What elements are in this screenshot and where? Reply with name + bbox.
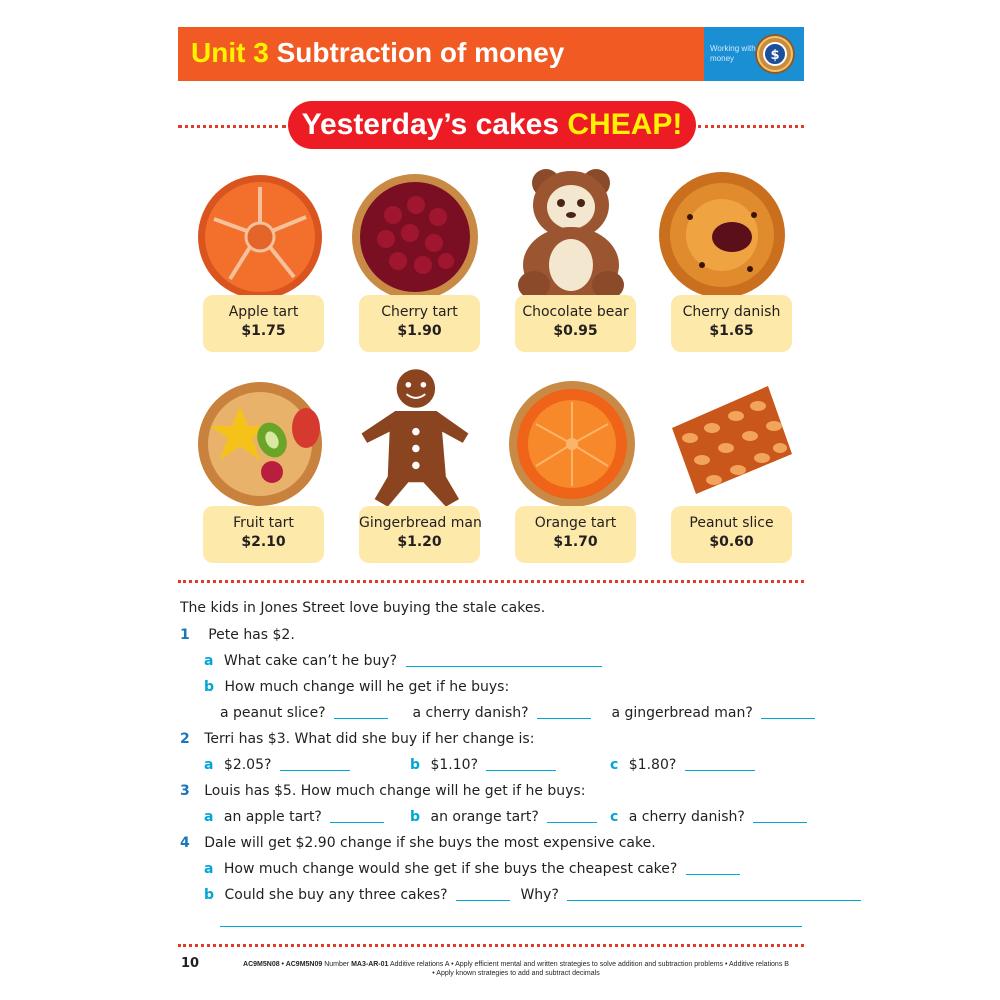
question-3b	[410, 809, 597, 825]
question-3	[180, 783, 585, 799]
question-number: 1	[180, 627, 190, 643]
answer-blank[interactable]	[330, 809, 384, 823]
answer-blank[interactable]	[220, 913, 802, 927]
cake-item	[650, 376, 802, 566]
question-letter: a	[204, 861, 214, 877]
divider-dotted	[698, 125, 804, 128]
price-tag	[203, 506, 324, 563]
question-letter: b	[204, 679, 215, 695]
question-text: How much change would she get if she buys the cheapest cake?	[223, 861, 678, 877]
divider-dotted	[178, 580, 804, 583]
answer-blank[interactable]	[567, 887, 861, 901]
option-text: an orange tart?	[430, 809, 539, 825]
question-letter: b	[410, 809, 421, 825]
answer-blank[interactable]	[537, 705, 591, 719]
cake-name: Peanut slice	[689, 515, 774, 531]
price-tag	[515, 506, 636, 563]
option-text: $1.10?	[430, 757, 478, 773]
question-4a	[204, 861, 740, 877]
cake-name: Apple tart	[228, 304, 299, 320]
question-text: Dale will get $2.90 change if she buys the most expensive cake.	[204, 835, 656, 851]
price-tag	[203, 295, 324, 352]
cake-price: $0.60	[709, 534, 754, 550]
coin-icon	[754, 33, 796, 75]
question-1b	[204, 679, 509, 695]
question-number: 2	[180, 731, 190, 747]
cake-price: $1.65	[709, 323, 754, 339]
answer-blank[interactable]	[280, 757, 350, 771]
cake-item	[494, 376, 646, 566]
answer-blank[interactable]	[456, 887, 510, 901]
curriculum-strand: Number	[324, 961, 350, 968]
cake-item	[338, 165, 490, 355]
question-number: 4	[180, 835, 190, 851]
cake-price: $1.90	[397, 323, 442, 339]
price-tag	[671, 295, 792, 352]
curriculum-code: MA3-AR-01	[351, 961, 389, 968]
question-letter: c	[610, 757, 619, 773]
question-3c	[610, 809, 807, 825]
cake-item	[650, 165, 802, 355]
page-title	[191, 37, 564, 69]
cake-price: $1.70	[553, 534, 598, 550]
curriculum-description: • Apply known strategies to add and subtract decimals	[432, 970, 600, 977]
divider-dotted	[178, 944, 804, 947]
question-text: Terri has $3. What did she buy if her change is:	[204, 731, 535, 747]
question-2	[180, 731, 534, 747]
cake-price: $2.10	[241, 534, 286, 550]
question-text: What cake can’t he buy?	[223, 653, 398, 669]
unit-title: Subtraction of money	[276, 37, 565, 68]
fruit-tart-image	[182, 376, 334, 526]
dollar-symbol: $	[770, 48, 780, 63]
cake-item	[338, 366, 490, 556]
question-letter: b	[204, 887, 215, 903]
answer-blank[interactable]	[547, 809, 597, 823]
cake-price: $0.95	[553, 323, 598, 339]
answer-blank[interactable]	[753, 809, 807, 823]
cherry-danish-image	[650, 165, 802, 315]
banner-text: Yesterday’s cakes	[301, 108, 560, 141]
cake-name: Cherry tart	[381, 304, 458, 320]
question-text: Could she buy any three cakes?	[224, 887, 448, 903]
question-4	[180, 835, 656, 851]
question-number: 3	[180, 783, 190, 799]
price-tag	[359, 295, 480, 352]
question-text: Pete has $2.	[208, 627, 295, 643]
question-text: Louis has $5. How much change will he get if he buys:	[204, 783, 586, 799]
badge-text: Working with money	[710, 44, 756, 63]
cake-name: Fruit tart	[233, 515, 294, 531]
cake-price: $1.20	[397, 534, 442, 550]
topic-badge	[704, 27, 804, 81]
question-4b-extra-line	[220, 913, 802, 929]
chocolate-bear-image	[494, 165, 646, 315]
question-1	[180, 627, 295, 643]
question-letter: a	[204, 809, 214, 825]
question-text: How much change will he get if he buys:	[224, 679, 510, 695]
divider-dotted	[178, 125, 286, 128]
cake-item	[494, 165, 646, 355]
option-text: a peanut slice?	[220, 705, 326, 721]
cake-name: Gingerbread man	[359, 515, 482, 531]
question-letter: a	[204, 653, 214, 669]
unit-label: Unit 3	[191, 37, 269, 68]
peanut-slice-image	[650, 376, 802, 526]
answer-blank[interactable]	[761, 705, 815, 719]
cake-item	[182, 376, 334, 566]
cherry-tart-image	[338, 165, 490, 315]
option-text: a cherry danish?	[412, 705, 529, 721]
intro-text: The kids in Jones Street love buying the stale cakes.	[180, 600, 546, 616]
question-1a	[204, 653, 602, 669]
option-text: $2.05?	[223, 757, 272, 773]
question-3a	[204, 809, 384, 825]
gingerbread-man-image	[338, 366, 490, 516]
option-text: a cherry danish?	[628, 809, 745, 825]
price-tag	[515, 295, 636, 352]
cake-price: $1.75	[241, 323, 286, 339]
answer-blank[interactable]	[406, 653, 602, 667]
curriculum-code: AC9M5N08 • AC9M5N09	[243, 961, 323, 968]
orange-tart-image	[494, 376, 646, 526]
cake-name: Chocolate bear	[522, 304, 629, 320]
curriculum-description: Additive relations A • Apply efficient mental and written strategies to solve addition and subtraction problems • Additive relations B	[389, 961, 789, 968]
why-label: Why?	[520, 887, 559, 903]
cake-name: Orange tart	[534, 515, 617, 531]
question-2c	[610, 757, 755, 773]
cakes-banner	[288, 101, 696, 149]
apple-tart-image	[182, 165, 334, 315]
question-letter: a	[204, 757, 214, 773]
price-tag	[359, 506, 480, 563]
question-4b	[204, 887, 861, 903]
option-text: $1.80?	[628, 757, 677, 773]
unit-header	[178, 27, 804, 81]
cake-item	[182, 165, 334, 355]
page-number: 10	[181, 956, 200, 971]
question-2a	[204, 757, 350, 773]
option-text: a gingerbread man?	[611, 705, 753, 721]
price-tag	[671, 506, 792, 563]
question-letter: c	[610, 809, 619, 825]
question-1b-options	[220, 705, 815, 721]
question-letter: b	[410, 757, 421, 773]
answer-blank[interactable]	[334, 705, 388, 719]
option-text: an apple tart?	[223, 809, 322, 825]
curriculum-codes	[236, 960, 796, 978]
answer-blank[interactable]	[486, 757, 556, 771]
banner-highlight: CHEAP!	[567, 108, 683, 141]
answer-blank[interactable]	[686, 861, 740, 875]
answer-blank[interactable]	[685, 757, 755, 771]
cake-name: Cherry danish	[682, 304, 781, 320]
question-2b	[410, 757, 556, 773]
